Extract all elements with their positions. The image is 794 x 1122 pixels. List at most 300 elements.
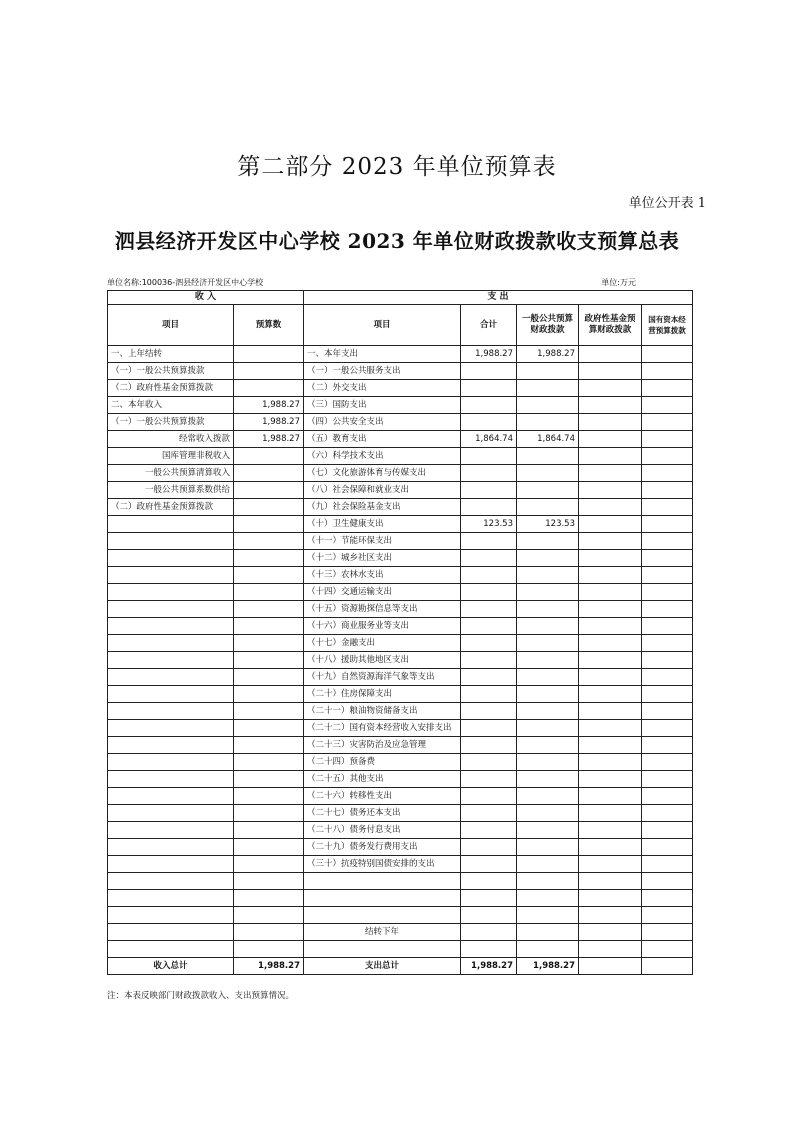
income-item: 一般公共预算系数供给 <box>108 482 234 499</box>
income-item <box>108 890 234 907</box>
expense-fund <box>579 414 642 431</box>
income-item: （二）政府性基金预算拨款 <box>108 499 234 516</box>
table-row <box>108 669 693 686</box>
expense-item: （三）国防支出 <box>304 397 461 414</box>
expense-item <box>304 890 461 907</box>
header-item2: 项目 <box>304 305 461 346</box>
expense-item: （十四）交通运输支出 <box>304 584 461 601</box>
expense-total <box>461 771 517 788</box>
total-fund-amount <box>579 958 642 975</box>
income-amount <box>234 584 304 601</box>
expense-fund <box>579 822 642 839</box>
header-row-group <box>108 291 693 305</box>
income-item <box>108 873 234 890</box>
expense-general <box>517 567 579 584</box>
expense-state <box>642 601 693 618</box>
expense-total <box>461 686 517 703</box>
expense-fund <box>579 567 642 584</box>
expense-state <box>642 669 693 686</box>
expense-general <box>517 873 579 890</box>
income-amount <box>234 907 304 924</box>
income-item <box>108 754 234 771</box>
income-amount <box>234 788 304 805</box>
totals-row <box>108 958 693 975</box>
table-row <box>108 499 693 516</box>
income-item <box>108 856 234 873</box>
expense-fund <box>579 397 642 414</box>
expense-state <box>642 346 693 363</box>
expense-fund <box>579 499 642 516</box>
income-amount <box>234 499 304 516</box>
table-row <box>108 584 693 601</box>
expense-general <box>517 414 579 431</box>
expense-total: 1,988.27 <box>461 346 517 363</box>
table-row <box>108 465 693 482</box>
table-row <box>108 516 693 533</box>
expense-fund <box>579 890 642 907</box>
income-item <box>108 907 234 924</box>
expense-state <box>642 397 693 414</box>
income-item: 经常收入拨款 <box>108 431 234 448</box>
table-row <box>108 448 693 465</box>
page-title: 泗县经济开发区中心学校 2023 年单位财政拨款收支预算总表 <box>114 229 680 253</box>
income-amount <box>234 686 304 703</box>
income-amount <box>234 533 304 550</box>
expense-total <box>461 788 517 805</box>
income-amount <box>234 567 304 584</box>
income-amount <box>234 635 304 652</box>
table-row <box>108 941 693 958</box>
table-row <box>108 873 693 890</box>
income-item <box>108 584 234 601</box>
expense-state <box>642 465 693 482</box>
expense-total <box>461 414 517 431</box>
income-item: 一般公共预算清算收入 <box>108 465 234 482</box>
income-item <box>108 533 234 550</box>
expense-item: （二十五）其他支出 <box>304 771 461 788</box>
expense-state <box>642 890 693 907</box>
table-row <box>108 618 693 635</box>
table-row <box>108 346 693 363</box>
expense-general <box>517 465 579 482</box>
table-row <box>108 805 693 822</box>
expense-general <box>517 737 579 754</box>
expense-fund <box>579 788 642 805</box>
income-amount <box>234 754 304 771</box>
expense-state <box>642 448 693 465</box>
expense-item: （二十九）债务发行费用支出 <box>304 839 461 856</box>
income-item <box>108 686 234 703</box>
expense-state <box>642 941 693 958</box>
table-row <box>108 703 693 720</box>
table-row <box>108 533 693 550</box>
expense-state <box>642 414 693 431</box>
header-total: 合计 <box>461 305 517 346</box>
expense-total <box>461 550 517 567</box>
expense-fund <box>579 754 642 771</box>
expense-item: （二十四）预备费 <box>304 754 461 771</box>
expense-state <box>642 924 693 941</box>
income-item <box>108 618 234 635</box>
expense-total <box>461 448 517 465</box>
expense-state <box>642 907 693 924</box>
expense-fund <box>579 550 642 567</box>
expense-total <box>461 907 517 924</box>
expense-general: 1,864.74 <box>517 431 579 448</box>
expense-fund <box>579 465 642 482</box>
income-amount <box>234 941 304 958</box>
expense-fund <box>579 771 642 788</box>
income-amount <box>234 465 304 482</box>
expense-general <box>517 618 579 635</box>
income-amount: 1,988.27 <box>234 414 304 431</box>
income-item <box>108 941 234 958</box>
expense-general <box>517 669 579 686</box>
expense-total <box>461 465 517 482</box>
income-amount <box>234 601 304 618</box>
expense-fund <box>579 533 642 550</box>
expense-general <box>517 550 579 567</box>
table-row <box>108 652 693 669</box>
income-amount <box>234 873 304 890</box>
header-budget: 预算数 <box>234 305 304 346</box>
expense-fund <box>579 635 642 652</box>
expense-general <box>517 856 579 873</box>
expense-fund <box>579 686 642 703</box>
expense-item: （二十）住房保障支出 <box>304 686 461 703</box>
expense-fund <box>579 601 642 618</box>
table-row <box>108 686 693 703</box>
table-row <box>108 550 693 567</box>
income-amount: 1,988.27 <box>234 397 304 414</box>
expense-total <box>461 754 517 771</box>
expense-state <box>642 822 693 839</box>
expense-fund <box>579 652 642 669</box>
table-row <box>108 924 693 941</box>
expense-fund <box>579 516 642 533</box>
expense-general <box>517 652 579 669</box>
expense-total <box>461 635 517 652</box>
income-item <box>108 771 234 788</box>
income-amount <box>234 669 304 686</box>
expense-total <box>461 482 517 499</box>
income-item: （一）一般公共预算拨款 <box>108 414 234 431</box>
expense-total <box>461 669 517 686</box>
header-expense: 支 出 <box>304 291 693 305</box>
expense-general <box>517 822 579 839</box>
expense-total <box>461 822 517 839</box>
expense-item: （十二）城乡社区支出 <box>304 550 461 567</box>
income-amount <box>234 890 304 907</box>
expense-state <box>642 499 693 516</box>
expense-total <box>461 924 517 941</box>
expense-fund <box>579 584 642 601</box>
expense-state <box>642 652 693 669</box>
table-row <box>108 771 693 788</box>
expense-fund <box>579 346 642 363</box>
expense-state <box>642 754 693 771</box>
table-row <box>108 890 693 907</box>
expense-item: （二十七）债务还本支出 <box>304 805 461 822</box>
expense-fund <box>579 669 642 686</box>
income-item <box>108 703 234 720</box>
expense-item: （八）社会保障和就业支出 <box>304 482 461 499</box>
expense-fund <box>579 482 642 499</box>
expense-general <box>517 890 579 907</box>
expense-item: （二十一）粮油物资储备支出 <box>304 703 461 720</box>
expense-fund <box>579 805 642 822</box>
expense-item: （四）公共安全支出 <box>304 414 461 431</box>
expense-total <box>461 533 517 550</box>
expense-item: （九）社会保险基金支出 <box>304 499 461 516</box>
income-amount <box>234 550 304 567</box>
expense-total <box>461 805 517 822</box>
expense-total <box>461 652 517 669</box>
income-item: （二）政府性基金预算拨款 <box>108 380 234 397</box>
income-item: 一、上年结转 <box>108 346 234 363</box>
total-expense-label: 支出总计 <box>304 958 461 975</box>
income-item <box>108 635 234 652</box>
expense-total <box>461 397 517 414</box>
footnote: 注：本表反映部门财政拨款收入、支出预算情况。 <box>107 991 295 1001</box>
expense-total <box>461 720 517 737</box>
expense-general <box>517 686 579 703</box>
expense-item: （一）一般公共服务支出 <box>304 363 461 380</box>
total-income-amount: 1,988.27 <box>234 958 304 975</box>
expense-item: （十）卫生健康支出 <box>304 516 461 533</box>
expense-item: （十五）资源勘探信息等支出 <box>304 601 461 618</box>
income-amount <box>234 856 304 873</box>
expense-fund <box>579 618 642 635</box>
budget-table <box>107 290 693 975</box>
unit-name: 单位名称:100036-泗县经济开发区中心学校 <box>107 278 264 287</box>
expense-total <box>461 567 517 584</box>
expense-item: （六）科学技术支出 <box>304 448 461 465</box>
income-item <box>108 601 234 618</box>
expense-state <box>642 788 693 805</box>
expense-state <box>642 856 693 873</box>
table-row <box>108 822 693 839</box>
expense-state <box>642 380 693 397</box>
income-item <box>108 822 234 839</box>
expense-item: （五）教育支出 <box>304 431 461 448</box>
table-row <box>108 720 693 737</box>
expense-general <box>517 363 579 380</box>
table-row <box>108 737 693 754</box>
expense-state <box>642 703 693 720</box>
expense-general <box>517 601 579 618</box>
header-state: 国有资本经营预算拨款 <box>642 305 693 346</box>
expense-state <box>642 516 693 533</box>
income-item <box>108 652 234 669</box>
income-item <box>108 516 234 533</box>
expense-fund <box>579 380 642 397</box>
expense-total <box>461 499 517 516</box>
expense-state <box>642 431 693 448</box>
expense-state <box>642 363 693 380</box>
expense-item: （十七）金融支出 <box>304 635 461 652</box>
expense-total <box>461 856 517 873</box>
header-item: 项目 <box>108 305 234 346</box>
income-item: （一）一般公共预算拨款 <box>108 363 234 380</box>
expense-state <box>642 482 693 499</box>
expense-general: 123.53 <box>517 516 579 533</box>
expense-general <box>517 499 579 516</box>
income-amount: 1,988.27 <box>234 431 304 448</box>
expense-general <box>517 482 579 499</box>
table-row <box>108 380 693 397</box>
expense-item <box>304 873 461 890</box>
expense-general <box>517 924 579 941</box>
expense-fund <box>579 873 642 890</box>
expense-general <box>517 839 579 856</box>
expense-fund <box>579 431 642 448</box>
expense-general <box>517 805 579 822</box>
table-row <box>108 856 693 873</box>
expense-total <box>461 584 517 601</box>
table-row <box>108 601 693 618</box>
income-item <box>108 788 234 805</box>
expense-total: 1,864.74 <box>461 431 517 448</box>
expense-item: （十六）商业服务业等支出 <box>304 618 461 635</box>
expense-total <box>461 380 517 397</box>
income-amount <box>234 737 304 754</box>
expense-state <box>642 720 693 737</box>
expense-general <box>517 771 579 788</box>
total-income-label: 收入总计 <box>108 958 234 975</box>
expense-item: 结转下年 <box>304 924 461 941</box>
expense-total: 123.53 <box>461 516 517 533</box>
expense-fund <box>579 907 642 924</box>
expense-general <box>517 907 579 924</box>
income-amount <box>234 771 304 788</box>
income-amount <box>234 652 304 669</box>
expense-state <box>642 584 693 601</box>
table-row <box>108 431 693 448</box>
expense-item: （二十六）转移性支出 <box>304 788 461 805</box>
expense-item: （十一）节能环保支出 <box>304 533 461 550</box>
expense-general <box>517 380 579 397</box>
expense-item <box>304 941 461 958</box>
expense-fund <box>579 737 642 754</box>
expense-total <box>461 363 517 380</box>
income-amount <box>234 448 304 465</box>
income-item <box>108 550 234 567</box>
income-amount <box>234 482 304 499</box>
table-row <box>108 414 693 431</box>
income-amount <box>234 924 304 941</box>
table-row <box>108 363 693 380</box>
expense-item: 一、本年支出 <box>304 346 461 363</box>
unit-line <box>107 277 692 288</box>
expense-total <box>461 890 517 907</box>
expense-item: （十三）农林水支出 <box>304 567 461 584</box>
expense-general <box>517 720 579 737</box>
table-row <box>108 567 693 584</box>
expense-state <box>642 618 693 635</box>
expense-item: （二）外交支出 <box>304 380 461 397</box>
header-income: 收 入 <box>108 291 304 305</box>
income-amount <box>234 346 304 363</box>
expense-total <box>461 873 517 890</box>
expense-general <box>517 635 579 652</box>
income-item: 二、本年收入 <box>108 397 234 414</box>
income-amount <box>234 822 304 839</box>
table-row <box>108 839 693 856</box>
table-row <box>108 635 693 652</box>
table-row <box>108 397 693 414</box>
expense-state <box>642 839 693 856</box>
expense-fund <box>579 720 642 737</box>
income-item: 国库管理非税收入 <box>108 448 234 465</box>
currency-unit: 单位:万元 <box>601 278 636 287</box>
expense-general <box>517 754 579 771</box>
total-state-amount <box>642 958 693 975</box>
income-amount <box>234 363 304 380</box>
expense-total <box>461 941 517 958</box>
income-amount <box>234 618 304 635</box>
expense-total <box>461 839 517 856</box>
table-row <box>108 788 693 805</box>
expense-general <box>517 584 579 601</box>
part-title: 第二部分 2023 年单位预算表 <box>237 154 557 180</box>
income-item <box>108 737 234 754</box>
table-row <box>108 482 693 499</box>
expense-item: （十八）援助其他地区支出 <box>304 652 461 669</box>
expense-state <box>642 567 693 584</box>
expense-item <box>304 907 461 924</box>
expense-fund <box>579 924 642 941</box>
expense-fund <box>579 839 642 856</box>
total-expense-amount: 1,988.27 <box>461 958 517 975</box>
expense-general <box>517 788 579 805</box>
income-amount <box>234 805 304 822</box>
table-row <box>108 907 693 924</box>
total-general-amount: 1,988.27 <box>517 958 579 975</box>
expense-total <box>461 737 517 754</box>
expense-fund <box>579 941 642 958</box>
header-row-columns <box>108 305 693 346</box>
expense-fund <box>579 703 642 720</box>
income-amount <box>234 703 304 720</box>
expense-fund <box>579 448 642 465</box>
expense-fund <box>579 856 642 873</box>
expense-total <box>461 703 517 720</box>
income-item <box>108 669 234 686</box>
income-item <box>108 567 234 584</box>
expense-state <box>642 805 693 822</box>
expense-general <box>517 448 579 465</box>
table-row <box>108 754 693 771</box>
expense-item: （十九）自然资源海洋气象等支出 <box>304 669 461 686</box>
form-number: 单位公开表 1 <box>628 196 706 211</box>
expense-item: （二十八）债务付息支出 <box>304 822 461 839</box>
expense-state <box>642 771 693 788</box>
expense-general <box>517 533 579 550</box>
expense-general <box>517 941 579 958</box>
expense-total <box>461 601 517 618</box>
expense-state <box>642 635 693 652</box>
income-amount <box>234 839 304 856</box>
expense-item: （二十三）灾害防治及应急管理 <box>304 737 461 754</box>
income-item <box>108 924 234 941</box>
expense-general: 1,988.27 <box>517 346 579 363</box>
income-item <box>108 805 234 822</box>
expense-general <box>517 703 579 720</box>
expense-state <box>642 737 693 754</box>
income-item <box>108 839 234 856</box>
expense-item: （七）文化旅游体育与传媒支出 <box>304 465 461 482</box>
